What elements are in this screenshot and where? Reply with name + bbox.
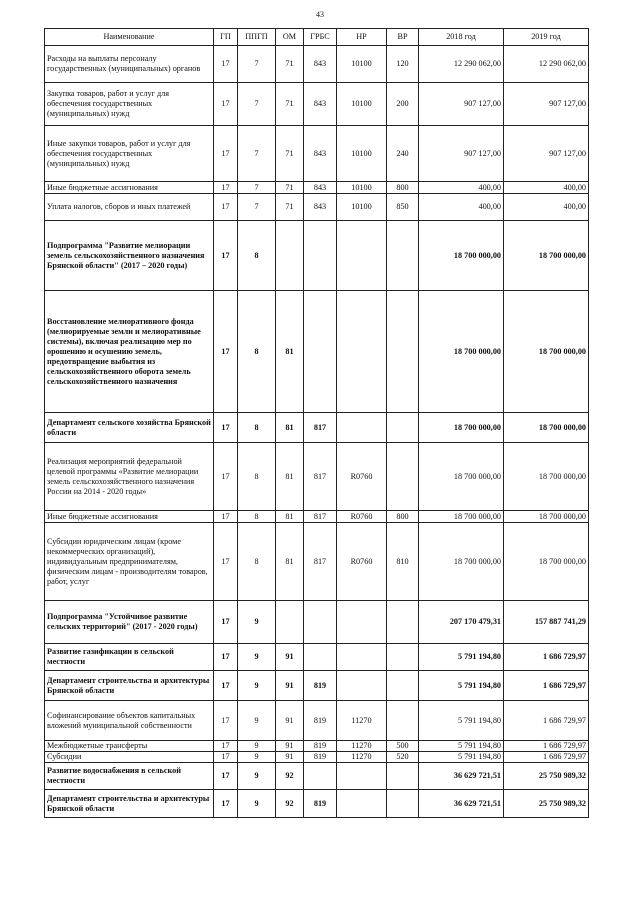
row-name: Иные бюджетные ассигнования [45, 511, 214, 523]
row-2019: 1 686 729,97 [504, 752, 589, 763]
row-grbs: 819 [304, 790, 337, 818]
row-grbs [304, 763, 337, 790]
row-vr: 120 [387, 46, 419, 83]
row-2019: 157 887 741,29 [504, 601, 589, 644]
row-gp: 17 [214, 790, 238, 818]
row-ppgp: 9 [238, 790, 276, 818]
row-grbs: 817 [304, 523, 337, 601]
row-grbs: 819 [304, 671, 337, 701]
row-2019: 400,00 [504, 182, 589, 194]
row-2018: 5 791 194,80 [419, 741, 504, 752]
table-row [45, 671, 589, 701]
row-2018: 5 791 194,80 [419, 701, 504, 741]
row-2018: 18 700 000,00 [419, 221, 504, 291]
row-ppgp: 8 [238, 443, 276, 511]
row-vr [387, 291, 419, 413]
row-nr: R0760 [337, 511, 387, 523]
row-om: 91 [276, 671, 304, 701]
table-row [45, 523, 589, 601]
row-nr [337, 671, 387, 701]
header-vr: ВР [387, 29, 419, 46]
row-gp: 17 [214, 291, 238, 413]
table-row [45, 601, 589, 644]
row-2018: 907 127,00 [419, 126, 504, 182]
row-name: Подпрограмма "Устойчивое развитие сельских территорий" (2017 - 2020 годы) [45, 601, 214, 644]
row-nr: 10100 [337, 194, 387, 221]
row-grbs [304, 291, 337, 413]
row-name: Департамент строительства и архитектуры Брянской области [45, 671, 214, 701]
row-om: 91 [276, 752, 304, 763]
header-name: Наименование [45, 29, 214, 46]
header-ppgp: ППГП [238, 29, 276, 46]
row-2018: 18 700 000,00 [419, 511, 504, 523]
row-ppgp: 7 [238, 182, 276, 194]
table-row [45, 511, 589, 523]
budget-table [44, 28, 589, 818]
row-vr [387, 221, 419, 291]
row-gp: 17 [214, 511, 238, 523]
row-ppgp: 8 [238, 413, 276, 443]
row-om [276, 601, 304, 644]
row-vr [387, 443, 419, 511]
row-vr: 520 [387, 752, 419, 763]
row-gp: 17 [214, 601, 238, 644]
table-header-row [45, 29, 589, 46]
row-2018: 18 700 000,00 [419, 413, 504, 443]
row-2019: 18 700 000,00 [504, 523, 589, 601]
row-om: 71 [276, 182, 304, 194]
row-grbs: 819 [304, 741, 337, 752]
row-grbs: 843 [304, 126, 337, 182]
row-name: Софинансирование объектов капитальных вложений муниципальной собственности [45, 701, 214, 741]
row-om: 92 [276, 763, 304, 790]
row-2018: 18 700 000,00 [419, 443, 504, 511]
row-vr: 240 [387, 126, 419, 182]
row-nr: 10100 [337, 126, 387, 182]
table-row [45, 194, 589, 221]
row-2018: 36 629 721,51 [419, 763, 504, 790]
row-gp: 17 [214, 46, 238, 83]
row-ppgp: 9 [238, 752, 276, 763]
row-vr: 200 [387, 83, 419, 126]
row-nr: R0760 [337, 443, 387, 511]
table-row [45, 741, 589, 752]
row-grbs: 817 [304, 443, 337, 511]
row-2019: 18 700 000,00 [504, 511, 589, 523]
table-row [45, 221, 589, 291]
row-om: 91 [276, 644, 304, 671]
table-row [45, 790, 589, 818]
row-name: Восстановление мелиоративного фонда (мелиорируемые земли и мелиоративные системы), включая реализацию мер по орошению и осушению земель, предотвращение выбытия из сельскохозяйственного оборота земель сельскохозяйственного назначения [45, 291, 214, 413]
row-nr: 11270 [337, 701, 387, 741]
row-gp: 17 [214, 671, 238, 701]
row-2019: 907 127,00 [504, 83, 589, 126]
row-vr: 500 [387, 741, 419, 752]
row-ppgp: 8 [238, 291, 276, 413]
row-name: Развитие газификации в сельской местности [45, 644, 214, 671]
table-row [45, 291, 589, 413]
row-name: Департамент строительства и архитектуры Брянской области [45, 790, 214, 818]
row-om: 71 [276, 194, 304, 221]
row-vr: 810 [387, 523, 419, 601]
row-grbs: 817 [304, 511, 337, 523]
row-grbs: 819 [304, 701, 337, 741]
table-row [45, 763, 589, 790]
row-2018: 400,00 [419, 194, 504, 221]
row-om: 81 [276, 523, 304, 601]
row-gp: 17 [214, 763, 238, 790]
table-row [45, 413, 589, 443]
row-ppgp: 7 [238, 126, 276, 182]
row-grbs: 843 [304, 83, 337, 126]
row-nr [337, 413, 387, 443]
row-2019: 1 686 729,97 [504, 644, 589, 671]
row-vr: 800 [387, 511, 419, 523]
row-vr [387, 644, 419, 671]
row-gp: 17 [214, 741, 238, 752]
row-2019: 400,00 [504, 194, 589, 221]
row-2018: 18 700 000,00 [419, 523, 504, 601]
row-vr [387, 763, 419, 790]
row-ppgp: 8 [238, 221, 276, 291]
row-2019: 1 686 729,97 [504, 671, 589, 701]
table-row [45, 752, 589, 763]
row-om: 81 [276, 443, 304, 511]
row-gp: 17 [214, 701, 238, 741]
row-2018: 18 700 000,00 [419, 291, 504, 413]
row-gp: 17 [214, 83, 238, 126]
row-2019: 18 700 000,00 [504, 413, 589, 443]
row-vr: 850 [387, 194, 419, 221]
row-nr: 11270 [337, 752, 387, 763]
row-ppgp: 9 [238, 644, 276, 671]
row-ppgp: 9 [238, 671, 276, 701]
row-2019: 12 290 062,00 [504, 46, 589, 83]
row-ppgp: 9 [238, 701, 276, 741]
row-nr [337, 644, 387, 671]
row-grbs: 843 [304, 182, 337, 194]
row-2019: 1 686 729,97 [504, 701, 589, 741]
row-grbs [304, 221, 337, 291]
row-grbs [304, 601, 337, 644]
row-om [276, 221, 304, 291]
row-ppgp: 9 [238, 601, 276, 644]
row-2018: 5 791 194,80 [419, 644, 504, 671]
row-name: Уплата налогов, сборов и иных платежей [45, 194, 214, 221]
row-nr [337, 221, 387, 291]
row-2019: 18 700 000,00 [504, 221, 589, 291]
row-2018: 5 791 194,80 [419, 752, 504, 763]
row-name: Субсидии [45, 752, 214, 763]
row-name: Субсидии юридическим лицам (кроме некоммерческих организаций), индивидуальным предпринимателям, физическим лицам - производителям товаров, работ, услуг [45, 523, 214, 601]
row-name: Реализация мероприятий федеральной целевой программы «Развитие мелиорации земель сельскохозяйственного назначения России на 2014 - 2020 годы» [45, 443, 214, 511]
row-nr: 10100 [337, 182, 387, 194]
row-vr [387, 671, 419, 701]
row-vr [387, 601, 419, 644]
row-nr: 11270 [337, 741, 387, 752]
page-number: 43 [316, 10, 324, 19]
row-om: 91 [276, 741, 304, 752]
table-row [45, 182, 589, 194]
row-name: Закупка товаров, работ и услуг для обеспечения государственных (муниципальных) нужд [45, 83, 214, 126]
row-ppgp: 7 [238, 83, 276, 126]
table-row [45, 83, 589, 126]
row-vr [387, 413, 419, 443]
row-2018: 907 127,00 [419, 83, 504, 126]
row-gp: 17 [214, 644, 238, 671]
row-gp: 17 [214, 221, 238, 291]
table-row [45, 644, 589, 671]
row-name: Расходы на выплаты персоналу государственных (муниципальных) органов [45, 46, 214, 83]
row-om: 71 [276, 126, 304, 182]
row-grbs: 843 [304, 46, 337, 83]
row-grbs [304, 644, 337, 671]
table-row [45, 126, 589, 182]
header-2019: 2019 год [504, 29, 589, 46]
row-nr: 10100 [337, 46, 387, 83]
row-om: 81 [276, 511, 304, 523]
table-row [45, 46, 589, 83]
row-name: Иные закупки товаров, работ и услуг для обеспечения государственных (муниципальных) нужд [45, 126, 214, 182]
row-name: Развитие водоснабжения в сельской местности [45, 763, 214, 790]
row-gp: 17 [214, 443, 238, 511]
row-gp: 17 [214, 523, 238, 601]
row-gp: 17 [214, 413, 238, 443]
row-nr [337, 601, 387, 644]
row-ppgp: 8 [238, 523, 276, 601]
header-om: ОМ [276, 29, 304, 46]
header-grbs: ГРБС [304, 29, 337, 46]
row-nr [337, 291, 387, 413]
row-ppgp: 7 [238, 194, 276, 221]
row-ppgp: 8 [238, 511, 276, 523]
row-ppgp: 9 [238, 741, 276, 752]
row-om: 71 [276, 46, 304, 83]
row-grbs: 817 [304, 413, 337, 443]
row-2019: 18 700 000,00 [504, 443, 589, 511]
row-om: 91 [276, 701, 304, 741]
row-2019: 907 127,00 [504, 126, 589, 182]
row-name: Департамент сельского хозяйства Брянской области [45, 413, 214, 443]
row-vr: 800 [387, 182, 419, 194]
row-name: Подпрограмма "Развитие мелиорации земель сельскохозяйственного назначения Брянской области" (2017 – 2020 годы) [45, 221, 214, 291]
header-nr: НР [337, 29, 387, 46]
row-2018: 400,00 [419, 182, 504, 194]
row-nr: R0760 [337, 523, 387, 601]
row-name: Межбюджетные трансферты [45, 741, 214, 752]
row-om: 92 [276, 790, 304, 818]
row-2019: 1 686 729,97 [504, 741, 589, 752]
header-2018: 2018 год [419, 29, 504, 46]
row-om: 71 [276, 83, 304, 126]
row-grbs: 819 [304, 752, 337, 763]
header-gp: ГП [214, 29, 238, 46]
row-name: Иные бюджетные ассигнования [45, 182, 214, 194]
row-nr [337, 790, 387, 818]
row-2019: 18 700 000,00 [504, 291, 589, 413]
row-nr [337, 763, 387, 790]
row-vr [387, 701, 419, 741]
row-om: 81 [276, 291, 304, 413]
row-om: 81 [276, 413, 304, 443]
table-row [45, 443, 589, 511]
row-2019: 25 750 989,32 [504, 790, 589, 818]
row-gp: 17 [214, 126, 238, 182]
row-2018: 207 170 479,31 [419, 601, 504, 644]
row-ppgp: 7 [238, 46, 276, 83]
row-gp: 17 [214, 182, 238, 194]
row-ppgp: 9 [238, 763, 276, 790]
row-2019: 25 750 989,32 [504, 763, 589, 790]
row-2018: 12 290 062,00 [419, 46, 504, 83]
row-grbs: 843 [304, 194, 337, 221]
table-row [45, 701, 589, 741]
row-2018: 5 791 194,80 [419, 671, 504, 701]
row-gp: 17 [214, 752, 238, 763]
row-nr: 10100 [337, 83, 387, 126]
row-gp: 17 [214, 194, 238, 221]
row-2018: 36 629 721,51 [419, 790, 504, 818]
row-vr [387, 790, 419, 818]
